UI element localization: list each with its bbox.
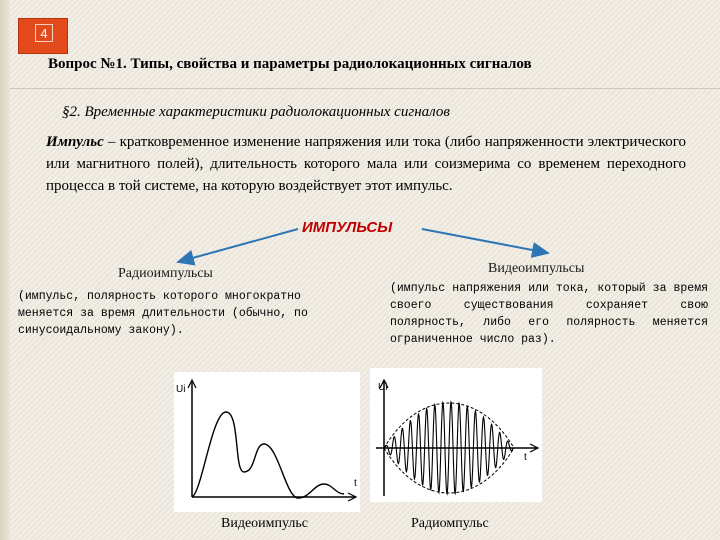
video-x-axis-label: t xyxy=(354,478,357,489)
radio-x-axis-label: t xyxy=(524,452,527,463)
video-impulse-curve xyxy=(192,412,344,498)
definition-term: Импульс xyxy=(46,134,104,150)
video-impulses-description: (импульс напряжения или тока, который за время своего существования сохраняет свою полярность, либо его полярность меняется ограниченное число раз). xyxy=(390,282,708,346)
definition-text: – кратковременное изменение напряжения или тока (либо напряженности электрического или магнитного полей), длительность которого мала или соизмерима со временем переходного процесса в той системе, на которую воздействует этот импульс. xyxy=(46,134,686,194)
video-impulses-label: Видеоимпульсы xyxy=(488,261,585,276)
video-graph-caption: Видеоимпульс xyxy=(221,516,308,531)
slide-title: Вопрос №1. Типы, свойства и параметры радиолокационных сигналов xyxy=(48,56,532,72)
radio-impulse-graph xyxy=(370,368,542,502)
slide-number: 4 xyxy=(35,24,53,42)
video-impulse-graph xyxy=(174,372,360,512)
radio-graph-caption: Радиомпульс xyxy=(411,516,489,531)
section-subtitle: §2. Временные характеристики радиолокационных сигналов xyxy=(62,104,450,120)
radio-impulses-description: (импульс, полярность которого многократно меняется за время длительности (обычно, по синусоидальному закону). xyxy=(18,290,308,337)
radio-impulses-label: Радиоимпульсы xyxy=(118,266,213,281)
arrow-left xyxy=(178,229,298,262)
radio-y-axis-label: Ui xyxy=(378,382,388,393)
video-y-axis-label: Ui xyxy=(176,384,186,395)
impulses-heading: ИМПУЛЬСЫ xyxy=(302,219,393,236)
arrow-right xyxy=(422,229,548,253)
